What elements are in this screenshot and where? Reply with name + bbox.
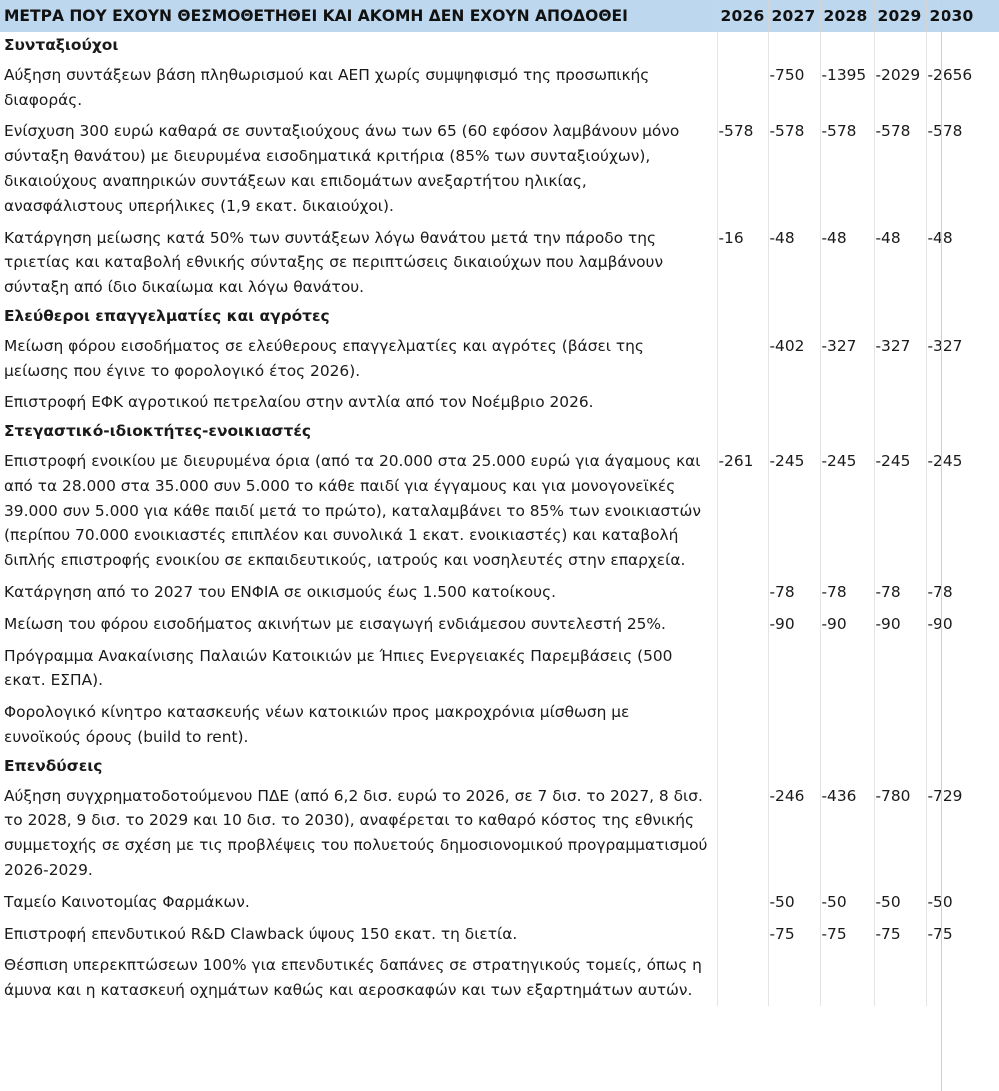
- value-cell-2029: -578: [874, 115, 926, 221]
- value-cell-2027: -750: [768, 59, 820, 116]
- value-cell-2026: [717, 59, 768, 116]
- table-row: [0, 780, 999, 886]
- value-cell-2026: -16: [717, 222, 768, 303]
- value-cell-2026: [717, 949, 768, 1006]
- empty-cell: [717, 418, 768, 445]
- empty-cell: [926, 303, 999, 330]
- value-cell-2029: [874, 696, 926, 753]
- empty-cell: [768, 753, 820, 780]
- measure-description: Μείωση του φόρου εισοδήματος ακινήτων με εισαγωγή ενδιάμεσου συντελεστή 25%.: [0, 608, 717, 640]
- measure-description: Κατάργηση μείωσης κατά 50% των συντάξεων λόγω θανάτου μετά την πάροδο της τριετίας και καταβολή εθνικής σύνταξης σε περιπτώσεις δικαιούχων που λαμβάνουν σύνταξη από ίδιο δικαίωμα και λόγω θανάτου.: [0, 222, 717, 303]
- table-row: [0, 949, 999, 1006]
- measure-description: Επιστροφή ενοικίου με διευρυμένα όρια (από τα 20.000 στα 25.000 ευρώ για άγαμους και από τα 28.000 στα 35.000 συν 5.000 το κάθε παιδί για έγγαμους και για μονογονεϊκές 39.000 συν 5.000 για κάθε παιδί μετά το πρώτο), καταλαμβάνει το 85% των ενοικιαστών (περίπου 70.000 ενοικιαστές επιπλέον και συνολικά 1 εκατ. ενοικιαστές) και καταβολή διπλής επιστροφής ενοικίου σε εκπαιδευτικούς, ιατρούς και νοσηλευτές στην επαρχεία.: [0, 445, 717, 576]
- value-cell-2027: -578: [768, 115, 820, 221]
- empty-cell: [820, 753, 874, 780]
- value-cell-2028: [820, 949, 874, 1006]
- gridline: [941, 0, 942, 1091]
- value-cell-2030: -75: [927, 924, 953, 943]
- measure-description: Ενίσχυση 300 ευρώ καθαρά σε συνταξιούχους άνω των 65 (60 εφόσον λαμβάνουν μόνο σύνταξη θανάτου) με διευρυμένα εισοδηματικά κριτήρια (85% των συνταξιούχων), δικαιούχους αναπηρικών συντάξεων και επιδομάτων ανεξαρτήτου ηλικίας, ανασφάλιστους υπερήλικες (1,9 εκατ. δικαιούχοι).: [0, 115, 717, 221]
- value-cell-2028: -90: [820, 608, 874, 640]
- value-cell-2030: -50: [927, 892, 953, 911]
- measure-description: Φορολογικό κίνητρο κατασκευής νέων κατοικιών προς μακροχρόνια μίσθωση με ευνοϊκούς όρους (build to rent).: [0, 696, 717, 753]
- empty-cell: [768, 418, 820, 445]
- value-cell-2030: [926, 949, 999, 1006]
- value-cell-2029: -2029: [874, 59, 926, 116]
- value-cell-2028: -1395: [820, 59, 874, 116]
- value-cell-2029: -90: [874, 608, 926, 640]
- value-cell-2027: [768, 640, 820, 697]
- table-row: [0, 386, 999, 418]
- measure-description: Επιστροφή επενδυτικού R&D Clawback ύψους 150 εκατ. τη διετία.: [0, 918, 717, 950]
- value-cell-2028: -50: [820, 886, 874, 918]
- year-header: 2029: [874, 0, 926, 32]
- empty-cell: [820, 418, 874, 445]
- value-cell-2030: -78: [927, 582, 953, 601]
- table-row: [0, 222, 999, 303]
- value-cell-2030: [926, 386, 999, 418]
- table-body: [0, 32, 999, 1006]
- value-cell-2026: [717, 386, 768, 418]
- value-cell-2030: -245: [927, 451, 963, 470]
- empty-cell: [874, 303, 926, 330]
- value-cell-2028: -48: [820, 222, 874, 303]
- value-cell-2027: [768, 696, 820, 753]
- value-cell-2030: [926, 696, 999, 753]
- value-cell-2030: -578: [927, 122, 963, 141]
- header-row: [0, 0, 999, 32]
- value-cell-2026: [717, 576, 768, 608]
- value-cell-2028: -436: [820, 780, 874, 886]
- section-row: [0, 32, 999, 59]
- empty-cell: [768, 303, 820, 330]
- value-cell-2028: -245: [820, 445, 874, 576]
- table-row: [0, 115, 999, 221]
- empty-cell: [820, 32, 874, 59]
- value-cell-2029: -780: [874, 780, 926, 886]
- empty-cell: [874, 753, 926, 780]
- table-row: [0, 576, 999, 608]
- value-cell-2028: [820, 640, 874, 697]
- section-row: [0, 303, 999, 330]
- measure-description: Κατάργηση από το 2027 του ΕΝΦΙΑ σε οικισμούς έως 1.500 κατοίκους.: [0, 576, 717, 608]
- empty-cell: [926, 753, 999, 780]
- year-header: 2030: [926, 0, 999, 32]
- measure-description: Επιστροφή ΕΦΚ αγροτικού πετρελαίου στην αντλία από τον Νοέμβριο 2026.: [0, 386, 717, 418]
- value-cell-2030: [926, 640, 999, 697]
- value-cell-2026: [717, 918, 768, 950]
- value-cell-2027: [768, 949, 820, 1006]
- value-cell-2027: -245: [768, 445, 820, 576]
- year-header: 2028: [820, 0, 874, 32]
- value-cell-2027: -75: [768, 918, 820, 950]
- value-cell-2030: -729: [927, 786, 963, 805]
- empty-cell: [717, 753, 768, 780]
- empty-cell: [820, 303, 874, 330]
- value-cell-2026: [717, 608, 768, 640]
- section-row: [0, 418, 999, 445]
- value-cell-2028: -75: [820, 918, 874, 950]
- value-cell-2029: [874, 949, 926, 1006]
- section-heading: Επενδύσεις: [0, 753, 717, 780]
- empty-cell: [874, 32, 926, 59]
- value-cell-2027: -246: [768, 780, 820, 886]
- table-row: [0, 445, 999, 576]
- measure-description: Θέσπιση υπερεκπτώσεων 100% για επενδυτικές δαπάνες σε στρατηγικούς τομείς, όπως η άμυνα και η κατασκευή οχημάτων καθώς και αεροσκαφών και των εξαρτημάτων αυτών.: [0, 949, 717, 1006]
- value-cell-2029: -75: [874, 918, 926, 950]
- value-cell-2026: -578: [717, 115, 768, 221]
- value-cell-2029: -327: [874, 330, 926, 387]
- value-cell-2026: -261: [717, 445, 768, 576]
- value-cell-2027: -90: [768, 608, 820, 640]
- empty-cell: [768, 32, 820, 59]
- value-cell-2027: [768, 386, 820, 418]
- value-cell-2030: -90: [927, 614, 953, 633]
- value-cell-2027: -50: [768, 886, 820, 918]
- value-cell-2029: -78: [874, 576, 926, 608]
- value-cell-2028: [820, 696, 874, 753]
- value-cell-2028: -578: [820, 115, 874, 221]
- empty-cell: [926, 418, 999, 445]
- table-row: [0, 886, 999, 918]
- table-row: [0, 640, 999, 697]
- value-cell-2027: -402: [768, 330, 820, 387]
- measure-description: Μείωση φόρου εισοδήματος σε ελεύθερους επαγγελματίες και αγρότες (βάσει της μείωσης που έγινε το φορολογικό έτος 2026).: [0, 330, 717, 387]
- value-cell-2026: [717, 886, 768, 918]
- value-cell-2030: -327: [927, 336, 963, 355]
- measure-description: Ταμείο Καινοτομίας Φαρμάκων.: [0, 886, 717, 918]
- value-cell-2029: -48: [874, 222, 926, 303]
- empty-cell: [717, 303, 768, 330]
- value-cell-2030: -2656: [927, 65, 973, 84]
- value-cell-2026: [717, 640, 768, 697]
- table-row: [0, 59, 999, 116]
- section-heading: Ελεύθεροι επαγγελματίες και αγρότες: [0, 303, 717, 330]
- section-row: [0, 753, 999, 780]
- value-cell-2029: [874, 640, 926, 697]
- value-cell-2029: -245: [874, 445, 926, 576]
- value-cell-2027: -78: [768, 576, 820, 608]
- value-cell-2028: [820, 386, 874, 418]
- year-header: 2026: [717, 0, 768, 32]
- table-row: [0, 330, 999, 387]
- section-heading: Συνταξιούχοι: [0, 32, 717, 59]
- value-cell-2030: -48: [927, 228, 953, 247]
- value-cell-2028: -327: [820, 330, 874, 387]
- value-cell-2027: -48: [768, 222, 820, 303]
- measure-description: Αύξηση συντάξεων βάση πληθωρισμού και ΑΕΠ χωρίς συμψηφισμό της προσωπικής διαφοράς.: [0, 59, 717, 116]
- value-cell-2026: [717, 696, 768, 753]
- value-cell-2026: [717, 780, 768, 886]
- table-title: ΜΕΤΡΑ ΠΟΥ ΕΧΟΥΝ ΘΕΣΜΟΘΕΤΗΘΕΙ ΚΑΙ ΑΚΟΜΗ ΔΕΝ ΕΧΟΥΝ ΑΠΟΔΟΘΕΙ: [0, 0, 717, 32]
- table-row: [0, 918, 999, 950]
- table-row: [0, 696, 999, 753]
- table-row: [0, 608, 999, 640]
- empty-cell: [717, 32, 768, 59]
- value-cell-2029: [874, 386, 926, 418]
- empty-cell: [874, 418, 926, 445]
- value-cell-2029: -50: [874, 886, 926, 918]
- empty-cell: [926, 32, 999, 59]
- measure-description: Αύξηση συγχρηματοδοτούμενου ΠΔΕ (από 6,2 δισ. ευρώ το 2026, σε 7 δισ. το 2027, 8 δισ. το 2028, 9 δισ. το 2029 και 10 δισ. το 2030), αναφέρεται το καθαρό κόστος της εθνικής συμμετοχής σε σχέση με τις προβλέψεις του πολυετούς δημοσιονομικού προγραμματισμού 2026-2029.: [0, 780, 717, 886]
- year-header: 2027: [768, 0, 820, 32]
- value-cell-2028: -78: [820, 576, 874, 608]
- measure-description: Πρόγραμμα Ανακαίνισης Παλαιών Κατοικιών με Ήπιες Ενεργειακές Παρεμβάσεις (500 εκατ. ΕΣΠΑ).: [0, 640, 717, 697]
- value-cell-2026: [717, 330, 768, 387]
- section-heading: Στεγαστικό-ιδιοκτήτες-ενοικιαστές: [0, 418, 717, 445]
